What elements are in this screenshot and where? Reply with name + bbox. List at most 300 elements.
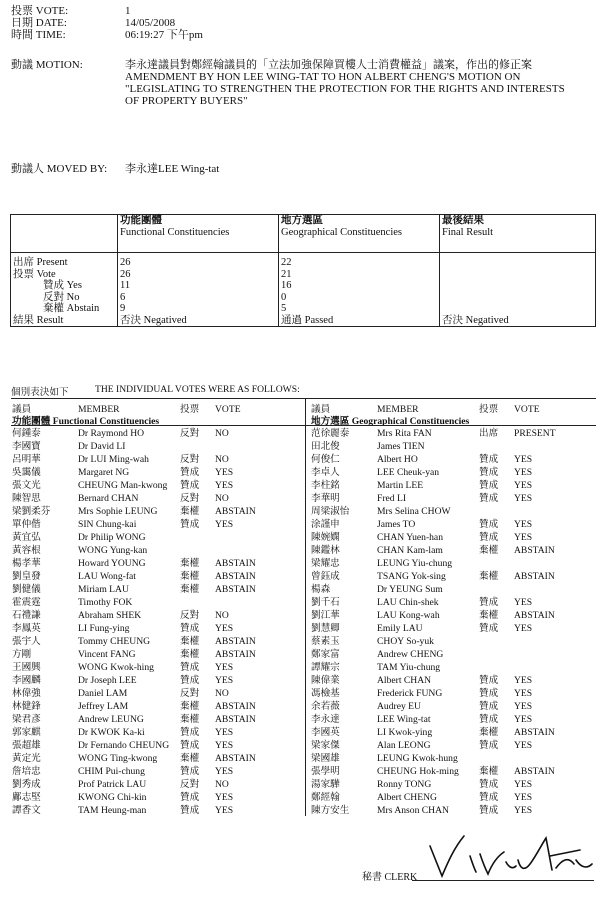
summary-row: 出席 Present 26 22 <box>11 257 596 269</box>
member-chinese-name: 楊森 <box>311 584 331 595</box>
member-name: Timothy FOK <box>78 597 133 608</box>
member-vote-row <box>311 583 601 596</box>
member-chinese-name: 楊孝華 <box>12 558 41 569</box>
vote-zh: 棄權 <box>180 753 200 764</box>
member-chinese-name: 譚香文 <box>12 805 41 816</box>
member-chinese-name: 黃容根 <box>12 545 41 556</box>
member-vote-row <box>12 596 305 609</box>
vote-en: YES <box>514 714 533 725</box>
member-chinese-name: 陳婉嫻 <box>311 532 340 543</box>
member-chinese-name: 霍震霆 <box>12 597 41 608</box>
vote-zh: 贊成 <box>180 662 200 673</box>
member-vote-row <box>12 492 305 505</box>
vote-en: YES <box>514 792 533 803</box>
vote-zh: 贊成 <box>180 740 200 751</box>
vote-zh: 贊成 <box>479 480 499 491</box>
member-vote-row <box>12 609 305 622</box>
vote-zh: 贊成 <box>479 532 499 543</box>
vote-en: ABSTAIN <box>215 584 256 595</box>
vote-zh: 棄權 <box>180 506 200 517</box>
vote-en: YES <box>514 740 533 751</box>
time-label: 時間 TIME: <box>11 29 66 41</box>
vote-zh: 棄權 <box>180 558 200 569</box>
member-name: WONG Ting-kwong <box>78 753 158 764</box>
member-chinese-name: 張超雄 <box>12 740 41 751</box>
member-chinese-name: 范徐麗泰 <box>311 428 350 439</box>
vote-en: ABSTAIN <box>514 727 555 738</box>
vote-zh <box>479 635 514 648</box>
vote-en: YES <box>514 467 533 478</box>
vote-zh <box>479 583 514 596</box>
member-vote-row <box>12 726 305 739</box>
right-header-rule <box>306 425 596 426</box>
member-vote-row <box>311 544 601 557</box>
member-vote-row <box>311 700 601 713</box>
vote-en: YES <box>215 662 234 673</box>
votes-top-rule <box>11 398 596 399</box>
member-vote-row <box>12 427 305 440</box>
vote-zh: 贊成 <box>479 467 499 478</box>
member-chinese-name: 吳靄儀 <box>12 467 41 478</box>
member-vote-row <box>12 479 305 492</box>
member-name: Dr Fernando CHEUNG <box>78 740 170 751</box>
vote-en: YES <box>514 532 533 543</box>
member-chinese-name: 何鍾泰 <box>12 428 41 439</box>
vote-en: YES <box>514 480 533 491</box>
member-chinese-name: 劉千石 <box>311 597 340 608</box>
summary-header-fc: 功能團體 Functional Constituencies <box>118 215 279 253</box>
vote-en <box>215 531 305 544</box>
left-header-rule <box>11 425 305 426</box>
member-chinese-name: 劉慧卿 <box>311 623 340 634</box>
member-name: LEUNG Kwok-hung <box>377 753 458 764</box>
member-name: Fred LI <box>377 493 407 504</box>
member-name: Vincent FANG <box>78 649 136 660</box>
member-chinese-name: 劉江華 <box>311 610 340 621</box>
vote-en: PRESENT <box>514 428 556 439</box>
member-name: Alan LEONG <box>377 740 431 751</box>
vote-en: NO <box>215 610 229 621</box>
left-section-title: 功能團體 Functional Constituencies <box>12 416 160 427</box>
member-chinese-name: 曾鈺成 <box>311 571 340 582</box>
summary-table <box>10 214 596 327</box>
vote-en <box>215 596 305 609</box>
member-chinese-name: 李華明 <box>311 493 340 504</box>
vote-en: YES <box>514 675 533 686</box>
vote-en: YES <box>215 805 234 816</box>
vote-en: ABSTAIN <box>215 714 256 725</box>
member-name: WONG Yung-kan <box>78 545 148 556</box>
member-name: Andrew LEUNG <box>78 714 144 725</box>
vote-en: YES <box>215 766 234 777</box>
member-name: TSANG Yok-sing <box>377 571 446 582</box>
vote-value: 1 <box>125 5 131 17</box>
member-name: KWONG Chi-kin <box>78 792 147 803</box>
member-name: James TIEN <box>377 441 425 452</box>
member-name: Dr Joseph LEE <box>78 675 137 686</box>
member-chinese-name: 余若薇 <box>311 701 340 712</box>
motion-line-2: AMENDMENT BY HON LEE WING-TAT TO HON ALBERT CHENG'S MOTION ON <box>125 71 521 83</box>
vote-en: ABSTAIN <box>215 701 256 712</box>
vote-zh: 棄權 <box>180 636 200 647</box>
member-vote-row <box>12 778 305 791</box>
member-chinese-name: 陳偉業 <box>311 675 340 686</box>
member-name: Albert CHENG <box>377 792 437 803</box>
member-name: Frederick FUNG <box>377 688 443 699</box>
member-vote-row <box>311 479 601 492</box>
member-name: SIN Chung-kai <box>78 519 137 530</box>
member-name: Dr Philip WONG <box>78 532 146 543</box>
member-name: CHOY So-yuk <box>377 636 434 647</box>
member-vote-row <box>12 544 305 557</box>
member-name: Miriam LAU <box>78 584 129 595</box>
member-vote-row <box>12 804 305 817</box>
vote-zh: 棄權 <box>180 584 200 595</box>
member-name: Howard YOUNG <box>78 558 146 569</box>
member-name: Mrs Anson CHAN <box>377 805 449 816</box>
member-vote-row <box>12 440 305 453</box>
member-vote-row <box>311 791 601 804</box>
vote-zh: 贊成 <box>180 623 200 634</box>
member-chinese-name: 李卓人 <box>311 467 340 478</box>
member-vote-row <box>311 427 601 440</box>
member-name: Dr KWOK Ka-ki <box>78 727 145 738</box>
vote-en: ABSTAIN <box>514 545 555 556</box>
member-chinese-name: 陳鑑林 <box>311 545 340 556</box>
member-vote-row <box>311 804 601 817</box>
vote-zh: 贊成 <box>479 792 499 803</box>
vote-zh <box>479 557 514 570</box>
vote-en: YES <box>215 519 234 530</box>
vote-en <box>514 583 601 596</box>
member-chinese-name: 鄺志堅 <box>12 792 41 803</box>
member-name: CHAN Kam-lam <box>377 545 443 556</box>
summary-header-gc: 地方選區 Geographical Constituencies <box>279 215 440 253</box>
member-chinese-name: 蔡素玉 <box>311 636 340 647</box>
vote-zh: 贊成 <box>479 714 499 725</box>
vote-en: YES <box>514 779 533 790</box>
member-name: Martin LEE <box>377 480 424 491</box>
vote-zh: 棄權 <box>180 571 200 582</box>
member-name: Dr David LI <box>78 441 126 452</box>
member-chinese-name: 李國麟 <box>12 675 41 686</box>
member-vote-row <box>12 518 305 531</box>
member-vote-row <box>311 739 601 752</box>
vote-en <box>514 557 601 570</box>
member-name: TAM Yiu-chung <box>377 662 441 673</box>
vote-en: ABSTAIN <box>215 506 256 517</box>
member-name: CHAN Yuen-han <box>377 532 443 543</box>
member-name: Margaret NG <box>78 467 130 478</box>
member-vote-row <box>311 648 601 661</box>
vote-en: ABSTAIN <box>215 636 256 647</box>
member-chinese-name: 涂謹申 <box>311 519 340 530</box>
vote-zh: 反對 <box>180 610 200 621</box>
member-chinese-name: 單仲偕 <box>12 519 41 530</box>
member-vote-row <box>12 752 305 765</box>
member-vote-row <box>311 453 601 466</box>
vote-zh: 棄權 <box>479 610 499 621</box>
right-section-title: 地方選區 Geographical Constituencies <box>311 416 470 427</box>
vote-zh: 反對 <box>180 493 200 504</box>
vote-zh: 反對 <box>180 428 200 439</box>
vote-zh: 棄權 <box>479 727 499 738</box>
vote-zh: 贊成 <box>479 740 499 751</box>
motion-label: 動議 MOTION: <box>11 59 83 71</box>
member-chinese-name: 鄭經翰 <box>311 792 340 803</box>
vote-en: ABSTAIN <box>215 571 256 582</box>
member-name: WONG Kwok-hing <box>78 662 154 673</box>
member-chinese-name: 陳方安生 <box>311 805 350 816</box>
member-vote-row <box>12 453 305 466</box>
vote-zh: 贊成 <box>180 792 200 803</box>
vote-en: YES <box>514 688 533 699</box>
member-chinese-name: 何俊仁 <box>311 454 340 465</box>
member-chinese-name: 梁國雄 <box>311 753 340 764</box>
member-vote-row <box>12 648 305 661</box>
member-chinese-name: 湯家驊 <box>311 779 340 790</box>
member-chinese-name: 梁君彥 <box>12 714 41 725</box>
member-chinese-name: 石禮謙 <box>12 610 41 621</box>
member-vote-row <box>311 570 601 583</box>
vote-zh: 贊成 <box>479 623 499 634</box>
vote-zh: 反對 <box>180 688 200 699</box>
member-vote-row <box>12 505 305 518</box>
member-name: CHEUNG Man-kwong <box>78 480 168 491</box>
member-vote-row <box>311 505 601 518</box>
right-member-list <box>311 427 601 817</box>
moved-by-label: 動議人 MOVED BY: <box>11 163 108 175</box>
member-vote-row <box>12 622 305 635</box>
member-name: LEE Cheuk-yan <box>377 467 440 478</box>
vote-zh: 贊成 <box>479 675 499 686</box>
member-chinese-name: 李鳳英 <box>12 623 41 634</box>
member-chinese-name: 張文光 <box>12 480 41 491</box>
motion-line-4: OF PROPERTY BUYERS" <box>125 95 248 107</box>
member-vote-row <box>12 700 305 713</box>
member-name: TAM Heung-man <box>78 805 147 816</box>
member-vote-row <box>311 596 601 609</box>
vote-zh: 贊成 <box>479 701 499 712</box>
vote-en: ABSTAIN <box>215 753 256 764</box>
vote-en: YES <box>215 675 234 686</box>
vote-zh: 贊成 <box>180 519 200 530</box>
vote-en: YES <box>514 519 533 530</box>
member-name: LI Fung-ying <box>78 623 130 634</box>
member-chinese-name: 梁耀忠 <box>311 558 340 569</box>
member-vote-row <box>311 778 601 791</box>
individual-intro-zh: 個別表決如下 <box>11 387 69 398</box>
member-vote-row <box>311 661 601 674</box>
vote-en: YES <box>514 454 533 465</box>
summary-row: 投票 Vote 26 21 <box>11 269 596 281</box>
member-name: Audrey EU <box>377 701 421 712</box>
member-chinese-name: 林偉強 <box>12 688 41 699</box>
vote-en <box>514 752 601 765</box>
vote-zh: 反對 <box>180 454 200 465</box>
vote-zh: 棄權 <box>180 714 200 725</box>
time-value: 06:19:27 下午pm <box>125 29 203 41</box>
vote-zh: 棄權 <box>180 649 200 660</box>
vote-zh: 贊成 <box>479 779 499 790</box>
member-chinese-name: 馮檢基 <box>311 688 340 699</box>
member-name: Abraham SHEK <box>78 610 142 621</box>
member-name: LEUNG Yiu-chung <box>377 558 453 569</box>
vote-zh: 贊成 <box>479 805 499 816</box>
vote-zh <box>479 661 514 674</box>
member-vote-row <box>311 609 601 622</box>
vote-en <box>215 440 305 453</box>
member-name: Ronny TONG <box>377 779 432 790</box>
member-vote-row <box>311 557 601 570</box>
member-name: Mrs Rita FAN <box>377 428 432 439</box>
vote-en <box>514 505 601 518</box>
member-vote-row <box>12 570 305 583</box>
member-vote-row <box>12 674 305 687</box>
member-chinese-name: 梁劉柔芬 <box>12 506 51 517</box>
member-chinese-name: 李柱銘 <box>311 480 340 491</box>
vote-zh <box>479 505 514 518</box>
member-chinese-name: 方剛 <box>12 649 32 660</box>
moved-by-value: 李永達LEE Wing-tat <box>125 163 220 175</box>
member-chinese-name: 李國寶 <box>12 441 41 452</box>
member-chinese-name: 劉秀成 <box>12 779 41 790</box>
member-vote-row <box>12 531 305 544</box>
member-name: Jeffrey LAM <box>78 701 129 712</box>
member-name: Daniel LAM <box>78 688 128 699</box>
member-name: Mrs Sophie LEUNG <box>78 506 158 517</box>
member-name: Tommy CHEUNG <box>78 636 151 647</box>
member-chinese-name: 黃定光 <box>12 753 41 764</box>
member-name: Mrs Selina CHOW <box>377 506 451 517</box>
votes-right-column <box>311 403 601 817</box>
vote-en <box>514 635 601 648</box>
vote-zh: 贊成 <box>180 766 200 777</box>
date-value: 14/05/2008 <box>125 17 176 29</box>
member-vote-row <box>311 687 601 700</box>
member-chinese-name: 呂明華 <box>12 454 41 465</box>
vote-en: NO <box>215 779 229 790</box>
votes-col-header: 議員 MEMBER 投票 VOTE <box>311 404 540 415</box>
member-chinese-name: 周梁淑怡 <box>311 506 350 517</box>
vote-zh <box>180 440 215 453</box>
member-vote-row <box>311 635 601 648</box>
member-vote-row <box>311 726 601 739</box>
member-chinese-name: 梁家傑 <box>311 740 340 751</box>
member-vote-row <box>311 466 601 479</box>
member-name: Dr YEUNG Sum <box>377 584 443 595</box>
vote-en <box>215 544 305 557</box>
motion-line-3: "LEGISLATING TO STRENGTHEN THE PROTECTION FOR THE RIGHTS AND INTERESTS <box>125 83 565 95</box>
member-vote-row <box>12 687 305 700</box>
vote-en: YES <box>514 493 533 504</box>
vote-zh: 贊成 <box>479 493 499 504</box>
vote-zh: 贊成 <box>479 519 499 530</box>
vote-zh: 贊成 <box>180 480 200 491</box>
member-chinese-name: 張宇人 <box>12 636 41 647</box>
vote-label: 投票 VOTE: <box>11 5 69 17</box>
vote-zh: 贊成 <box>180 805 200 816</box>
member-vote-row <box>311 713 601 726</box>
member-name: Albert CHAN <box>377 675 432 686</box>
member-name: LEE Wing-tat <box>377 714 431 725</box>
member-vote-row <box>12 635 305 648</box>
vote-zh: 反對 <box>180 779 200 790</box>
member-name: LAU Kong-wah <box>377 610 440 621</box>
vote-zh: 棄權 <box>479 766 499 777</box>
vote-zh <box>479 648 514 661</box>
member-name: James TO <box>377 519 416 530</box>
member-name: Emily LAU <box>377 623 423 634</box>
member-name: Bernard CHAN <box>78 493 139 504</box>
member-chinese-name: 黃宜弘 <box>12 532 41 543</box>
member-name: CHIM Pui-chung <box>78 766 145 777</box>
member-vote-row <box>12 713 305 726</box>
member-vote-row <box>12 765 305 778</box>
left-member-list <box>12 427 305 817</box>
vote-en: ABSTAIN <box>514 610 555 621</box>
member-name: Dr Raymond HO <box>78 428 145 439</box>
member-name: LAU Wong-fat <box>78 571 136 582</box>
summary-result-row: 結果 Result 否決 Negatived 通過 Passed 否決 Negatived <box>11 315 596 327</box>
vote-en: NO <box>215 688 229 699</box>
vote-en <box>514 661 601 674</box>
vote-zh <box>180 544 215 557</box>
vote-en: YES <box>514 805 533 816</box>
member-chinese-name: 詹培忠 <box>12 766 41 777</box>
vote-zh: 贊成 <box>180 467 200 478</box>
member-vote-row <box>311 531 601 544</box>
vote-en: YES <box>514 623 533 634</box>
votes-left-column <box>12 403 305 817</box>
vote-zh <box>180 531 215 544</box>
vote-en: YES <box>215 727 234 738</box>
vote-zh: 贊成 <box>180 675 200 686</box>
member-name: CHEUNG Hok-ming <box>377 766 459 777</box>
vote-en: YES <box>215 740 234 751</box>
vote-en: NO <box>215 428 229 439</box>
member-chinese-name: 劉皇發 <box>12 571 41 582</box>
member-vote-row <box>311 752 601 765</box>
individual-intro-en: THE INDIVIDUAL VOTES WERE AS FOLLOWS: <box>95 384 300 395</box>
vote-en: YES <box>215 792 234 803</box>
vote-en: ABSTAIN <box>215 649 256 660</box>
vote-en: YES <box>215 480 234 491</box>
votes-col-header: 議員 MEMBER 投票 VOTE <box>12 404 241 415</box>
summary-row: 棄權 Abstain 9 5 <box>11 303 596 315</box>
vote-zh <box>479 752 514 765</box>
member-name: Andrew CHENG <box>377 649 444 660</box>
member-name: Dr LUI Ming-wah <box>78 454 149 465</box>
member-name: Albert HO <box>377 454 418 465</box>
vote-en: YES <box>514 701 533 712</box>
member-chinese-name: 張學明 <box>311 766 340 777</box>
vote-en: ABSTAIN <box>514 571 555 582</box>
clerk-label: 秘書 CLERK <box>362 872 418 883</box>
clerk-signature <box>420 826 600 882</box>
vote-zh <box>479 440 514 453</box>
member-chinese-name: 鄭家富 <box>311 649 340 660</box>
member-name: Prof Patrick LAU <box>78 779 147 790</box>
member-name: LI Kwok-ying <box>377 727 433 738</box>
votes-column-divider <box>305 398 306 816</box>
vote-en: NO <box>215 454 229 465</box>
member-chinese-name: 李國英 <box>311 727 340 738</box>
member-chinese-name: 李永達 <box>311 714 340 725</box>
vote-zh: 棄權 <box>479 571 499 582</box>
member-chinese-name: 陳智思 <box>12 493 41 504</box>
vote-en: YES <box>215 467 234 478</box>
